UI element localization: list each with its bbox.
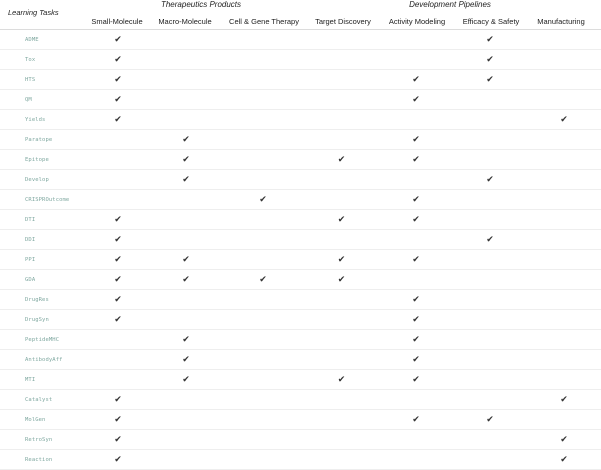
- table-cell: [453, 90, 527, 110]
- check-mark-icon: ✔: [412, 195, 420, 205]
- table-row: [0, 330, 601, 350]
- table-cell: [86, 130, 150, 150]
- check-mark-icon: ✔: [182, 155, 190, 165]
- table-cell: [304, 410, 379, 430]
- table-cell: [86, 150, 150, 170]
- check-mark-icon: ✔: [114, 275, 122, 285]
- column-header-manufacturing: Manufacturing: [537, 17, 585, 26]
- check-mark-icon: ✔: [560, 455, 568, 465]
- check-mark-icon: ✔: [114, 55, 122, 65]
- table-cell: [379, 30, 453, 50]
- table-cell: [222, 370, 304, 390]
- task-name-cell: ADME: [0, 30, 86, 50]
- table-cell: [222, 450, 304, 470]
- table-cell: [379, 310, 453, 330]
- check-mark-icon: ✔: [412, 355, 420, 365]
- table-cell: [379, 370, 453, 390]
- table-cell: [527, 310, 601, 330]
- table-cell: [222, 350, 304, 370]
- table-cell: [453, 350, 527, 370]
- table-cell: [304, 290, 379, 310]
- check-mark-icon: ✔: [182, 375, 190, 385]
- table-cell: [304, 450, 379, 470]
- table-row: [0, 250, 601, 270]
- table-cell: [379, 110, 453, 130]
- table-cell: [304, 230, 379, 250]
- table-row: [0, 170, 601, 190]
- table-cell: [304, 310, 379, 330]
- table-cell: [527, 210, 601, 230]
- table-cell: [527, 150, 601, 170]
- table-cell: [379, 170, 453, 190]
- table-cell: [222, 250, 304, 270]
- table-cell: [86, 30, 150, 50]
- table-cell: [527, 190, 601, 210]
- table-cell: [453, 270, 527, 290]
- check-mark-icon: ✔: [412, 135, 420, 145]
- table-cell: [304, 430, 379, 450]
- check-mark-icon: ✔: [114, 235, 122, 245]
- check-mark-icon: ✔: [337, 375, 346, 385]
- table-cell: [453, 330, 527, 350]
- table-cell: [150, 170, 222, 190]
- table-row: [0, 390, 601, 410]
- table-cell: [304, 90, 379, 110]
- table-cell: [222, 270, 304, 290]
- table-cell: [150, 310, 222, 330]
- table-cell: [222, 330, 304, 350]
- check-mark-icon: ✔: [182, 255, 190, 265]
- task-name-cell: AntibodyAff: [0, 350, 86, 370]
- check-mark-icon: ✔: [182, 335, 190, 345]
- table-cell: [86, 110, 150, 130]
- column-header-small-molecule: Small-Molecule: [91, 17, 143, 26]
- table-cell: [527, 130, 601, 150]
- table-cell: [86, 230, 150, 250]
- table-cell: [379, 430, 453, 450]
- table-cell: [86, 430, 150, 450]
- table-cell: [453, 410, 527, 430]
- check-mark-icon: ✔: [412, 255, 420, 265]
- table-cell: [222, 430, 304, 450]
- check-mark-icon: ✔: [114, 415, 122, 425]
- table-row: [0, 430, 601, 450]
- table-cell: [304, 50, 379, 70]
- check-mark-icon: ✔: [486, 75, 494, 85]
- table-cell: [222, 130, 304, 150]
- task-name-cell: Epitope: [0, 150, 86, 170]
- table-cell: [222, 170, 304, 190]
- table-cell: [222, 410, 304, 430]
- table-cell: [527, 110, 601, 130]
- check-mark-icon: ✔: [114, 455, 122, 465]
- table-cell: [379, 70, 453, 90]
- table-cell: [86, 330, 150, 350]
- table-cell: [379, 350, 453, 370]
- column-header-efficacy-safety: Efficacy & Safety: [462, 17, 520, 26]
- table-cell: [304, 110, 379, 130]
- learning-tasks-title: Learning Tasks: [8, 8, 59, 17]
- table-cell: [304, 170, 379, 190]
- table-cell: [86, 450, 150, 470]
- table-cell: [379, 390, 453, 410]
- table-cell: [527, 30, 601, 50]
- table-cell: [453, 390, 527, 410]
- table-cell: [304, 390, 379, 410]
- table-cell: [453, 30, 527, 50]
- table-cell: [86, 250, 150, 270]
- table-cell: [379, 50, 453, 70]
- column-header-macro-molecule: Macro-Molecule: [158, 17, 212, 26]
- table-cell: [86, 170, 150, 190]
- table-row: [0, 90, 601, 110]
- table-cell: [222, 190, 304, 210]
- check-mark-icon: ✔: [182, 135, 190, 145]
- table-row: [0, 350, 601, 370]
- check-mark-icon: ✔: [182, 275, 190, 285]
- table-cell: [86, 50, 150, 70]
- table-cell: [86, 90, 150, 110]
- check-mark-icon: ✔: [182, 355, 190, 365]
- table-cell: [453, 450, 527, 470]
- table-cell: [453, 150, 527, 170]
- check-mark-icon: ✔: [114, 215, 122, 225]
- task-grid-body: [0, 30, 601, 470]
- table-cell: [150, 270, 222, 290]
- task-name-cell: QM: [0, 90, 86, 110]
- table-cell: [150, 50, 222, 70]
- check-mark-icon: ✔: [114, 395, 122, 405]
- table-row: [0, 230, 601, 250]
- check-mark-icon: ✔: [412, 375, 420, 385]
- table-cell: [304, 330, 379, 350]
- check-mark-icon: ✔: [114, 115, 122, 125]
- table-row: [0, 130, 601, 150]
- table-cell: [304, 150, 379, 170]
- table-cell: [150, 130, 222, 150]
- column-header-activity-modeling: Activity Modeling: [388, 17, 446, 26]
- table-cell: [150, 290, 222, 310]
- table-cell: [86, 70, 150, 90]
- table-cell: [304, 70, 379, 90]
- table-cell: [453, 110, 527, 130]
- table-cell: [527, 330, 601, 350]
- table-cell: [86, 210, 150, 230]
- check-mark-icon: ✔: [259, 195, 267, 205]
- check-mark-icon: ✔: [486, 235, 494, 245]
- table-cell: [150, 190, 222, 210]
- check-mark-icon: ✔: [259, 275, 267, 285]
- table-cell: [527, 70, 601, 90]
- check-mark-icon: ✔: [412, 155, 420, 165]
- table-row: [0, 30, 601, 50]
- table-row: [0, 450, 601, 470]
- table-cell: [304, 370, 379, 390]
- table-cell: [527, 450, 601, 470]
- check-mark-icon: ✔: [412, 415, 420, 425]
- table-cell: [150, 150, 222, 170]
- table-cell: [527, 90, 601, 110]
- task-name-cell: HTS: [0, 70, 86, 90]
- table-cell: [527, 50, 601, 70]
- task-name-cell: DrugSyn: [0, 310, 86, 330]
- table-cell: [150, 110, 222, 130]
- table-cell: [222, 110, 304, 130]
- table-cell: [150, 390, 222, 410]
- table-cell: [379, 130, 453, 150]
- table-cell: [222, 30, 304, 50]
- table-cell: [304, 270, 379, 290]
- table-cell: [86, 410, 150, 430]
- table-cell: [150, 90, 222, 110]
- table-cell: [304, 190, 379, 210]
- table-cell: [150, 230, 222, 250]
- table-row: [0, 270, 601, 290]
- table-cell: [86, 370, 150, 390]
- table-cell: [453, 70, 527, 90]
- check-mark-icon: ✔: [337, 215, 346, 225]
- table-cell: [86, 310, 150, 330]
- check-mark-icon: ✔: [412, 295, 420, 305]
- check-mark-icon: ✔: [412, 95, 420, 105]
- task-name-cell: GDA: [0, 270, 86, 290]
- table-cell: [304, 350, 379, 370]
- table-row: [0, 310, 601, 330]
- check-mark-icon: ✔: [337, 275, 346, 285]
- table-cell: [453, 50, 527, 70]
- table-cell: [304, 210, 379, 230]
- table-cell: [453, 310, 527, 330]
- table-cell: [150, 210, 222, 230]
- table-cell: [453, 210, 527, 230]
- table-cell: [379, 210, 453, 230]
- table-cell: [150, 250, 222, 270]
- task-name-cell: DTI: [0, 210, 86, 230]
- task-name-cell: MTI: [0, 370, 86, 390]
- table-row: [0, 210, 601, 230]
- check-mark-icon: ✔: [560, 115, 568, 125]
- table-cell: [453, 290, 527, 310]
- table-cell: [379, 230, 453, 250]
- check-mark-icon: ✔: [114, 435, 122, 445]
- task-name-cell: Paratope: [0, 130, 86, 150]
- table-cell: [86, 390, 150, 410]
- check-mark-icon: ✔: [114, 35, 122, 45]
- check-mark-icon: ✔: [412, 215, 420, 225]
- check-mark-icon: ✔: [114, 315, 122, 325]
- table-cell: [150, 330, 222, 350]
- table-cell: [86, 190, 150, 210]
- table-cell: [379, 250, 453, 270]
- table-cell: [453, 370, 527, 390]
- check-mark-icon: ✔: [486, 415, 494, 425]
- group-header-therapeutics: Therapeutics Products: [160, 0, 242, 9]
- task-name-cell: CRISPROutcome: [0, 190, 86, 210]
- task-name-cell: Develop: [0, 170, 86, 190]
- table-cell: [222, 230, 304, 250]
- table-cell: [150, 30, 222, 50]
- task-name-cell: DrugRes: [0, 290, 86, 310]
- check-mark-icon: ✔: [114, 75, 122, 85]
- table-cell: [379, 150, 453, 170]
- task-name-cell: MolGen: [0, 410, 86, 430]
- table-cell: [379, 90, 453, 110]
- table-cell: [527, 170, 601, 190]
- table-cell: [150, 370, 222, 390]
- check-mark-icon: ✔: [114, 295, 122, 305]
- table-cell: [527, 390, 601, 410]
- check-mark-icon: ✔: [412, 75, 420, 85]
- table-cell: [527, 270, 601, 290]
- task-name-cell: PeptideMHC: [0, 330, 86, 350]
- table-row: [0, 110, 601, 130]
- table-cell: [150, 70, 222, 90]
- table-cell: [453, 190, 527, 210]
- table-cell: [222, 310, 304, 330]
- task-name-cell: Yields: [0, 110, 86, 130]
- table-cell: [379, 450, 453, 470]
- group-header-pipelines: Development Pipelines: [409, 0, 491, 9]
- task-name-cell: DDI: [0, 230, 86, 250]
- table-cell: [453, 430, 527, 450]
- table-cell: [222, 50, 304, 70]
- table-row: [0, 70, 601, 90]
- table-cell: [222, 290, 304, 310]
- table-cell: [222, 90, 304, 110]
- table-cell: [379, 270, 453, 290]
- check-mark-icon: ✔: [337, 155, 346, 165]
- table-cell: [527, 290, 601, 310]
- table-cell: [379, 190, 453, 210]
- table-cell: [527, 410, 601, 430]
- task-name-cell: Tox: [0, 50, 86, 70]
- task-name-cell: Catalyst: [0, 390, 86, 410]
- table-cell: [150, 430, 222, 450]
- table-row: [0, 370, 601, 390]
- table-cell: [150, 350, 222, 370]
- task-grid: [0, 30, 601, 470]
- check-mark-icon: ✔: [182, 175, 190, 185]
- table-cell: [222, 70, 304, 90]
- table-row: [0, 190, 601, 210]
- task-name-cell: RetroSyn: [0, 430, 86, 450]
- table-cell: [527, 350, 601, 370]
- table-cell: [379, 410, 453, 430]
- table-row: [0, 410, 601, 430]
- table-row: [0, 290, 601, 310]
- check-mark-icon: ✔: [560, 395, 568, 405]
- table-row: [0, 50, 601, 70]
- table-cell: [304, 130, 379, 150]
- table-cell: [304, 30, 379, 50]
- table-cell: [453, 230, 527, 250]
- check-mark-icon: ✔: [486, 175, 494, 185]
- table-cell: [379, 330, 453, 350]
- table-cell: [453, 250, 527, 270]
- task-name-cell: PPI: [0, 250, 86, 270]
- table-cell: [527, 250, 601, 270]
- table-cell: [86, 350, 150, 370]
- table-cell: [222, 390, 304, 410]
- check-mark-icon: ✔: [337, 255, 346, 265]
- table-cell: [150, 410, 222, 430]
- table-cell: [527, 230, 601, 250]
- check-mark-icon: ✔: [486, 35, 494, 45]
- table-cell: [86, 270, 150, 290]
- column-header-target-discovery: Target Discovery: [315, 17, 371, 26]
- table-cell: [453, 130, 527, 150]
- check-mark-icon: ✔: [412, 315, 420, 325]
- table-cell: [379, 290, 453, 310]
- task-name-cell: Reaction: [0, 450, 86, 470]
- check-mark-icon: ✔: [114, 255, 122, 265]
- check-mark-icon: ✔: [114, 95, 122, 105]
- table-cell: [222, 150, 304, 170]
- table-cell: [222, 210, 304, 230]
- column-header-cell-gene-therapy: Cell & Gene Therapy: [229, 17, 299, 26]
- table-cell: [304, 250, 379, 270]
- table-cell: [527, 430, 601, 450]
- check-mark-icon: ✔: [412, 335, 420, 345]
- table-cell: [527, 370, 601, 390]
- check-mark-icon: ✔: [560, 435, 568, 445]
- table-cell: [453, 170, 527, 190]
- table-row: [0, 150, 601, 170]
- table-cell: [150, 450, 222, 470]
- table-cell: [86, 290, 150, 310]
- check-mark-icon: ✔: [486, 55, 494, 65]
